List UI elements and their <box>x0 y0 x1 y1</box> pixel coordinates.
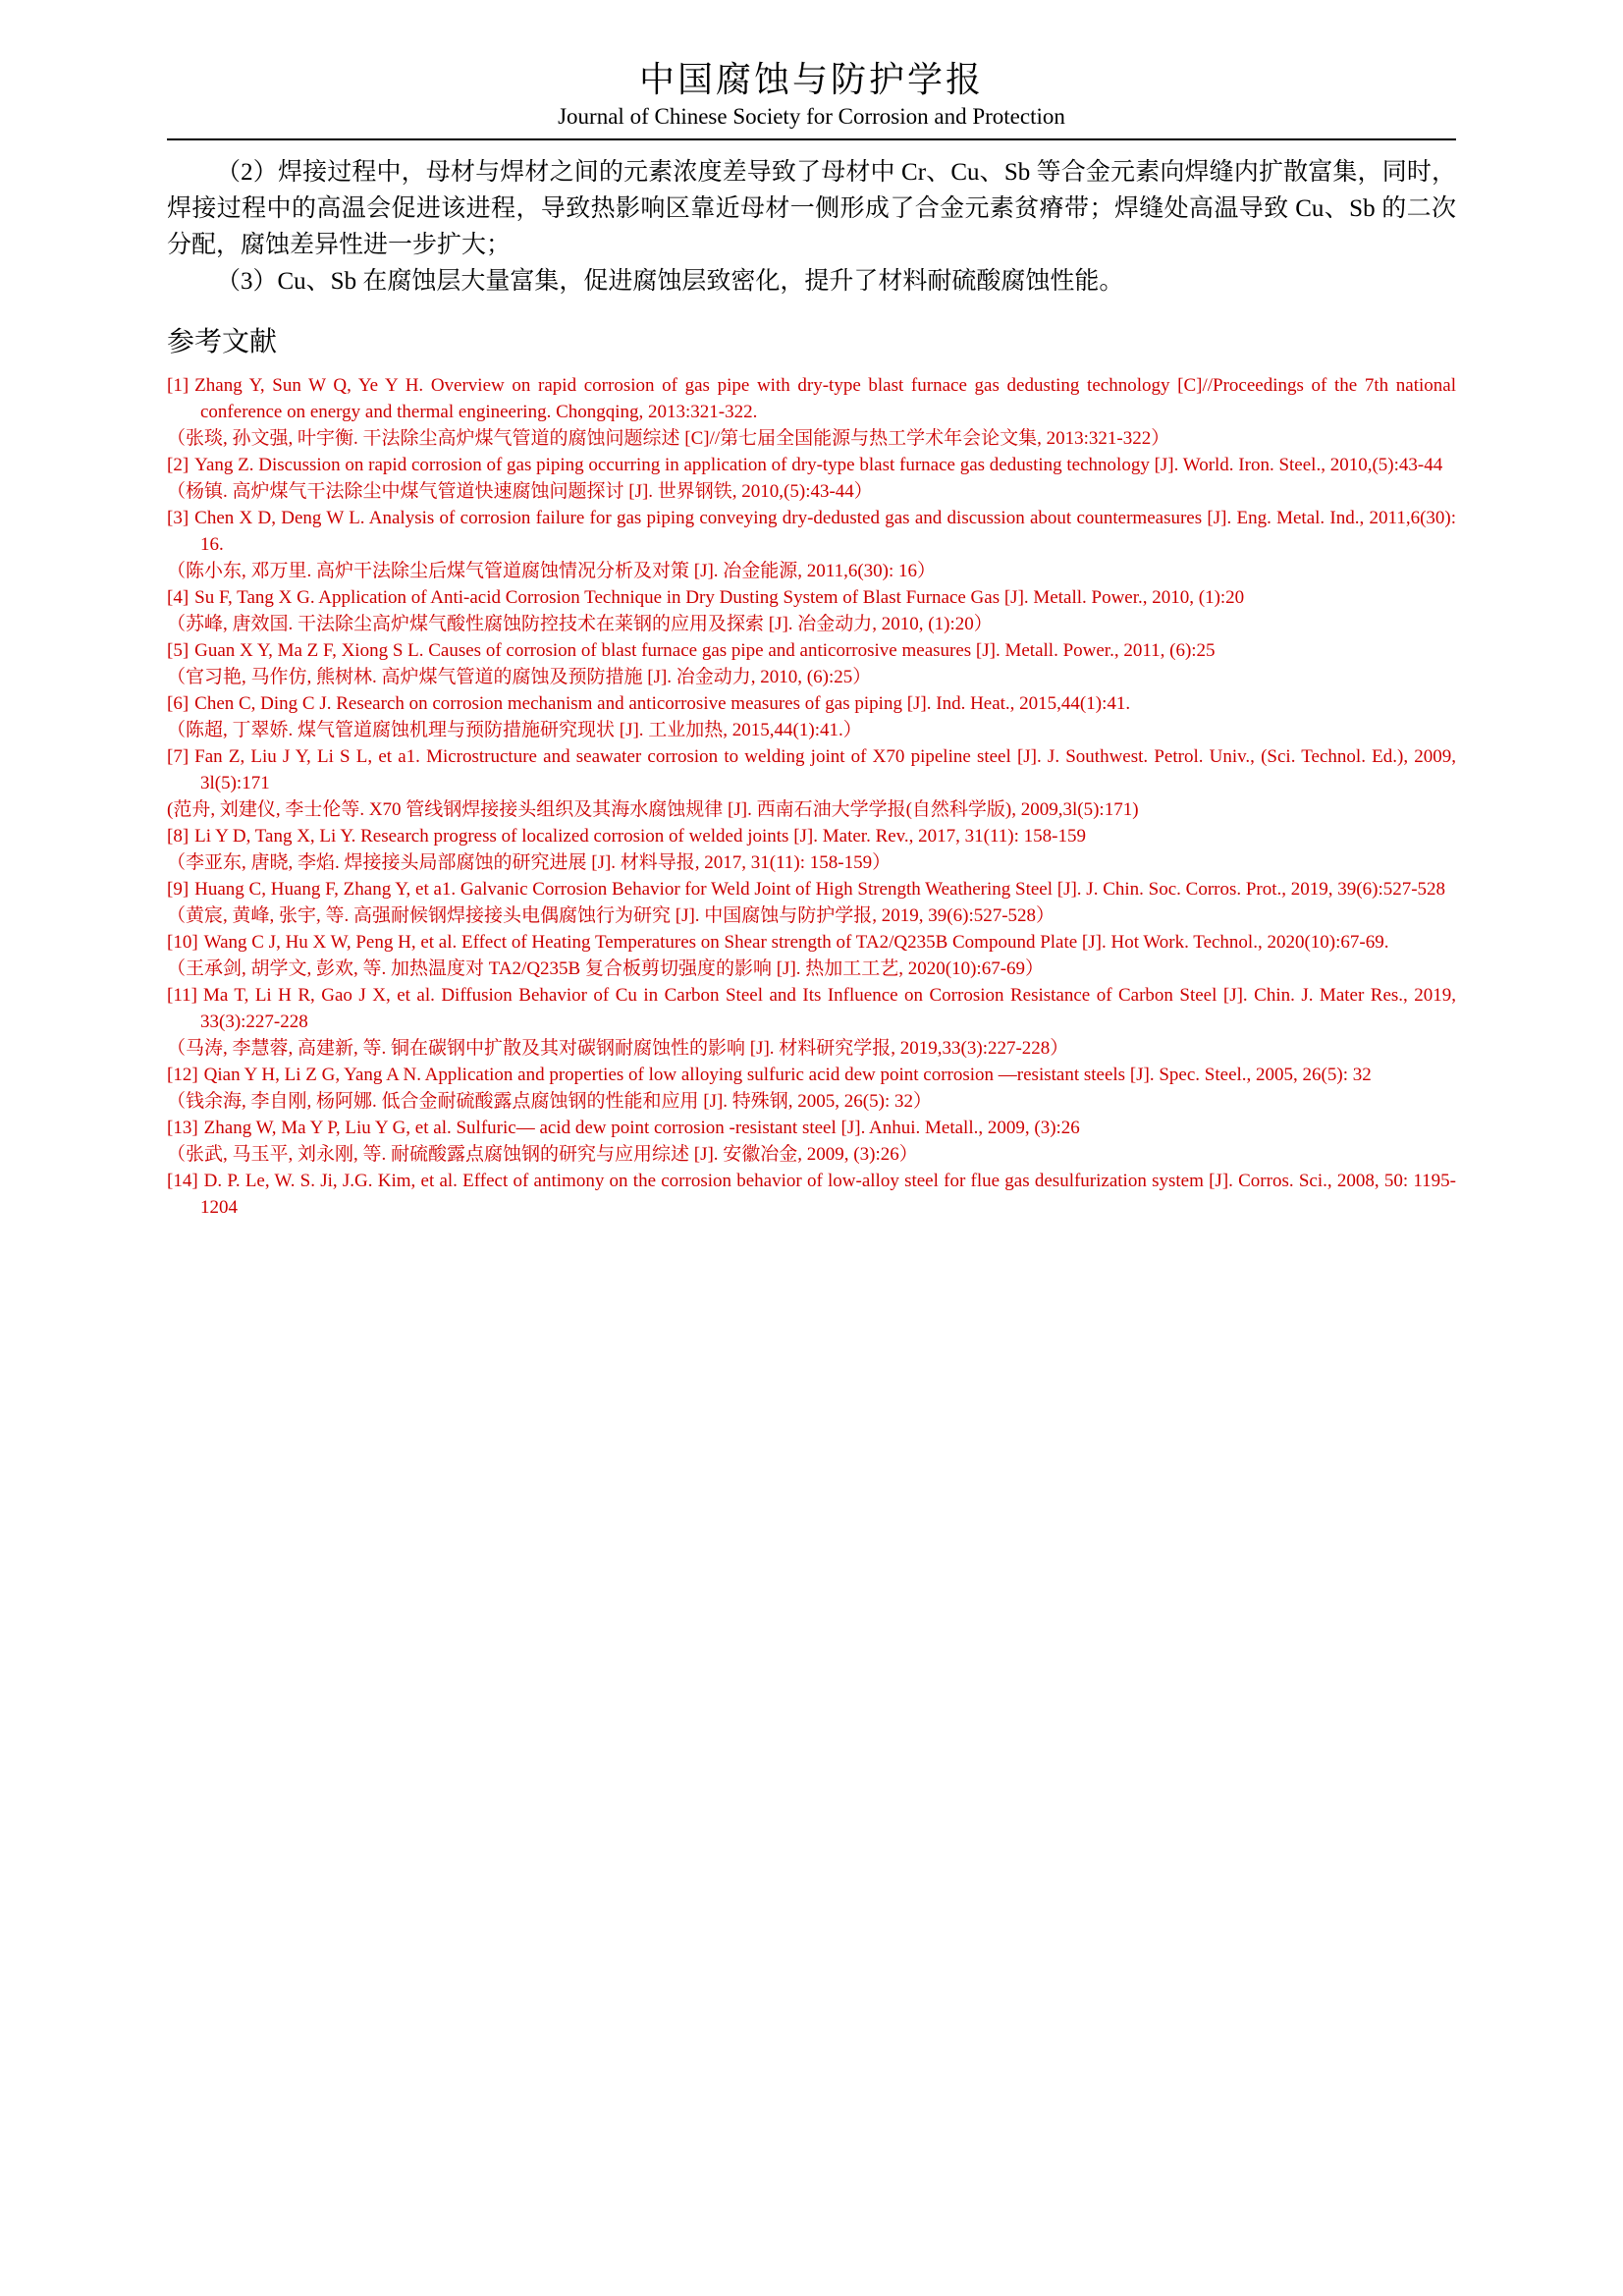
reference-number: [4] <box>167 587 189 608</box>
reference-item <box>167 982 1456 1062</box>
reference-number: [10] <box>167 932 198 953</box>
reference-text-en: Yang Z. Discussion on rapid corrosion of gas piping occurring in application of dry-type blast furnace gas dedusting technology [J]. World. Iron. Steel., 2010,(5):43-44 <box>194 455 1443 475</box>
reference-citation-cn: （官习艳, 马作仿, 熊树林. 高炉煤气管道的腐蚀及预防措施 [J]. 冶金动力, 2010, (6):25） <box>167 667 872 687</box>
reference-citation-en <box>167 823 1456 849</box>
reference-text-en: Chen C, Ding C J. Research on corrosion mechanism and anticorrosive measures of gas piping [J]. Ind. Heat., 2015,44(1):41. <box>194 693 1131 714</box>
reference-citation-cn: （张琰, 孙文强, 叶宇衡. 干法除尘高炉煤气管道的腐蚀问题综述 [C]//第七届全国能源与热工学术年会论文集, 2013:321-322） <box>167 428 1170 449</box>
reference-text-en: Huang C, Huang F, Zhang Y, et a1. Galvanic Corrosion Behavior for Weld Joint of High Strength Weathering Steel [J]. J. Chin. Soc. Corros. Prot., 2019, 39(6):527-528 <box>194 879 1446 900</box>
journal-title-en: Journal of Chinese Society for Corrosion and Protection <box>167 102 1456 140</box>
reference-citation-cn: （王承剑, 胡学文, 彭欢, 等. 加热温度对 TA2/Q235B 复合板剪切强度的影响 [J]. 热加工工艺, 2020(10):67-69） <box>167 958 1045 979</box>
reference-citation-en <box>167 743 1456 796</box>
reference-number: [5] <box>167 640 189 661</box>
reference-citation-en <box>167 505 1456 558</box>
reference-citation-en <box>167 1115 1456 1141</box>
reference-citation-cn: （苏峰, 唐效国. 干法除尘高炉煤气酸性腐蚀防控技术在莱钢的应用及探索 [J]. 冶金动力, 2010, (1):20） <box>167 614 993 634</box>
reference-citation-en <box>167 584 1456 611</box>
reference-citation-en <box>167 929 1456 956</box>
reference-item <box>167 1062 1456 1115</box>
reference-text-en: D. P. Le, W. S. Ji, J.G. Kim, et al. Effect of antimony on the corrosion behavior of low-alloy steel for flue gas desulfurization system [J]. Corros. Sci., 2008, 50: 1195-1204 <box>200 1171 1456 1218</box>
reference-item <box>167 1115 1456 1168</box>
reference-item <box>167 452 1456 505</box>
reference-item <box>167 743 1456 823</box>
reference-item <box>167 372 1456 452</box>
reference-number: [8] <box>167 826 189 847</box>
reference-text-en: Ma T, Li H R, Gao J X, et al. Diffusion Behavior of Cu in Carbon Steel and Its Influence on Corrosion Resistance of Carbon Steel [J]. Chin. J. Mater Res., 2019, 33(3):227-228 <box>200 985 1456 1032</box>
reference-citation-cn: （陈超, 丁翠娇. 煤气管道腐蚀机理与预防措施研究现状 [J]. 工业加热, 2015,44(1):41.） <box>167 720 862 740</box>
reference-citation-en <box>167 690 1456 717</box>
reference-number: [3] <box>167 508 189 528</box>
reference-text-en: Zhang Y, Sun W Q, Ye Y H. Overview on rapid corrosion of gas pipe with dry-type blast furnace gas dedusting technology [C]//Proceedings of the 7th national conference on energy and thermal engineering. Chongqing, 2013:321-322. <box>194 375 1456 422</box>
reference-number: [7] <box>167 746 189 767</box>
reference-text-en: Zhang W, Ma Y P, Liu Y G, et al. Sulfuric— acid dew point corrosion -resistant steel [J]. Anhui. Metall., 2009, (3):26 <box>203 1118 1080 1138</box>
reference-citation-cn: （张武, 马玉平, 刘永刚, 等. 耐硫酸露点腐蚀钢的研究与应用综述 [J]. 安徽冶金, 2009, (3):26） <box>167 1144 918 1165</box>
reference-citation-cn: （黄宸, 黄峰, 张宇, 等. 高强耐候钢焊接接头电偶腐蚀行为研究 [J]. 中国腐蚀与防护学报, 2019, 39(6):527-528） <box>167 905 1055 926</box>
reference-number: [2] <box>167 455 189 475</box>
reference-item <box>167 505 1456 584</box>
reference-text-en: Su F, Tang X G. Application of Anti-acid Corrosion Technique in Dry Dusting System of Blast Furnace Gas [J]. Metall. Power., 2010, (1):20 <box>194 587 1245 608</box>
reference-number: [12] <box>167 1065 198 1085</box>
references-list <box>167 372 1456 1221</box>
reference-citation-cn: （马涛, 李慧蓉, 高建新, 等. 铜在碳钢中扩散及其对碳钢耐腐蚀性的影响 [J]. 材料研究学报, 2019,33(3):227-228） <box>167 1038 1069 1059</box>
reference-item <box>167 1168 1456 1221</box>
reference-citation-cn: （李亚东, 唐晓, 李焰. 焊接接头局部腐蚀的研究进展 [J]. 材料导报, 2017, 31(11): 158-159） <box>167 852 892 873</box>
reference-number: [6] <box>167 693 189 714</box>
reference-text-en: Fan Z, Liu J Y, Li S L, et a1. Microstructure and seawater corrosion to welding joint of X70 pipeline steel [J]. J. Southwest. Petrol. Univ., (Sci. Technol. Ed.), 2009, 3l(5):171 <box>194 746 1456 793</box>
journal-title-cn: 中国腐蚀与防护学报 <box>638 60 984 99</box>
reference-number: [13] <box>167 1118 198 1138</box>
reference-citation-cn: （杨镇. 高炉煤气干法除尘中煤气管道快速腐蚀问题探讨 [J]. 世界钢铁, 2010,(5):43-44） <box>167 481 873 502</box>
reference-citation-en <box>167 452 1456 478</box>
reference-number: [14] <box>167 1171 198 1191</box>
reference-text-en: Wang C J, Hu X W, Peng H, et al. Effect of Heating Temperatures on Shear strength of TA2/Q235B Compound Plate [J]. Hot Work. Technol., 2020(10):67-69. <box>203 932 1389 953</box>
reference-citation-en <box>167 1168 1456 1221</box>
reference-text-en: Li Y D, Tang X, Li Y. Research progress of localized corrosion of welded joints [J]. Mater. Rev., 2017, 31(11): 158-159 <box>194 826 1086 847</box>
references-heading: 参考文献 <box>167 327 278 357</box>
reference-item <box>167 929 1456 982</box>
reference-citation-en <box>167 982 1456 1035</box>
reference-citation-cn: （陈小东, 邓万里. 高炉干法除尘后煤气管道腐蚀情况分析及对策 [J]. 冶金能源, 2011,6(30): 16） <box>167 561 937 581</box>
conclusion-paragraph-3: （3）Cu、Sb 在腐蚀层大量富集，促进腐蚀层致密化，提升了材料耐硫酸腐蚀性能。 <box>216 268 1124 295</box>
reference-text-en: Qian Y H, Li Z G, Yang A N. Application and properties of low alloying sulfuric acid dew point corrosion —resistant steels [J]. Spec. Steel., 2005, 26(5): 32 <box>203 1065 1372 1085</box>
reference-citation-en <box>167 876 1456 902</box>
reference-item <box>167 584 1456 637</box>
reference-citation-en <box>167 372 1456 425</box>
reference-item <box>167 876 1456 929</box>
conclusion-section <box>167 154 1456 300</box>
reference-text-en: Chen X D, Deng W L. Analysis of corrosion failure for gas piping conveying dry-dedusted gas and discussion about countermeasures [J]. Eng. Metal. Ind., 2011,6(30): 16. <box>194 508 1456 555</box>
reference-number: [1] <box>167 375 189 396</box>
reference-citation-en <box>167 637 1456 664</box>
reference-citation-en <box>167 1062 1456 1088</box>
journal-header <box>167 57 1456 140</box>
reference-citation-cn: (范舟, 刘建仪, 李士伦等. X70 管线钢焊接接头组织及其海水腐蚀规律 [J]. 西南石油大学学报(自然科学版), 2009,3l(5):171) <box>167 799 1139 820</box>
conclusion-paragraph-2: （2）焊接过程中，母材与焊材之间的元素浓度差导致了母材中 Cr、Cu、Sb 等合金元素向焊缝内扩散富集，同时，焊接过程中的高温会促进该进程，导致热影响区靠近母材一侧形成了合金元素贫瘠带；焊缝处高温导致 Cu、Sb 的二次分配，腐蚀差异性进一步扩大； <box>167 159 1456 258</box>
reference-text-en: Guan X Y, Ma Z F, Xiong S L. Causes of corrosion of blast furnace gas pipe and anticorrosive measures [J]. Metall. Power., 2011, (6):25 <box>194 640 1216 661</box>
reference-number: [11] <box>167 985 197 1006</box>
reference-citation-cn: （钱余海, 李自刚, 杨阿娜. 低合金耐硫酸露点腐蚀钢的性能和应用 [J]. 特殊钢, 2005, 26(5): 32） <box>167 1091 932 1112</box>
reference-number: [9] <box>167 879 189 900</box>
reference-item <box>167 823 1456 876</box>
reference-item <box>167 690 1456 743</box>
reference-item <box>167 637 1456 690</box>
